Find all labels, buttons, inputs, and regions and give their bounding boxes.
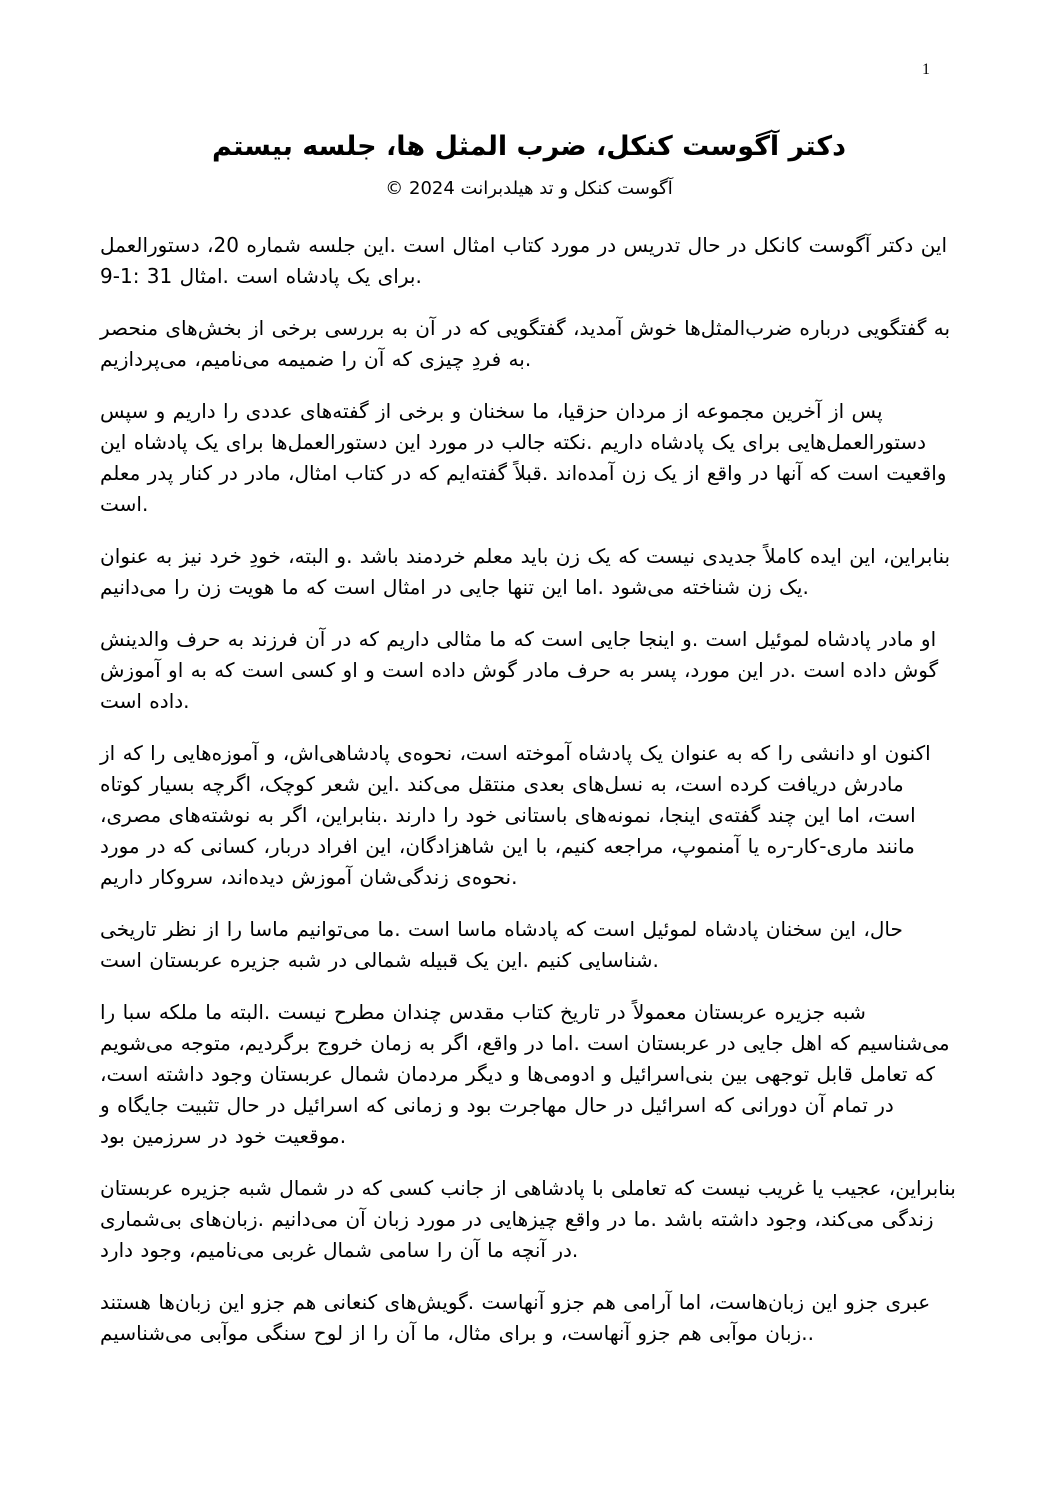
document-body	[100, 230, 958, 1349]
page-number: 1	[922, 61, 930, 78]
paragraph-egyptian-parallels: اکنون او دانشی را که به عنوان یک پادشاه آموخته است، نحوه‌ی پادشاهی‌اش، و آموزه‌هایی را که از مادرش دریافت کرده است، به نسل‌های بعدی منتقل می‌کند .این شعر کوچک، اگرچه بسیار کوتاه است، اما این چند گفته‌ی اینجا، نمونه‌های باستانی خود را دارند .بنابراین، اگر به نوشته‌های مصری، مانند ماری-کار-ره یا آمنموپ، مراجعه کنیم، با این شاهزادگان، این افراد دربار، کسانی که در مورد نحوه‌ی زندگی‌شان آموزش دیده‌اند، سروکار داریم.	[100, 741, 931, 889]
paragraph-lemuel-mother: او مادر پادشاه لموئیل است .و اینجا جایی است که ما مثالی داریم که در آن فرزند به حرف والدینش گوش داده است .در این مورد، پسر به حرف مادر گوش داده است و او کسی است که به او آموزش داده است.	[100, 627, 939, 713]
paragraph-intro-session: این دکتر آگوست کانکل در حال تدریس در مورد کتاب امثال است .این جلسه شماره 20، دستورالعمل برای یک پادشاه است .امثال 31 :1-9.	[100, 233, 948, 288]
paragraph-hezekiah-collection: پس از آخرین مجموعه از مردان حزقیا، ما سخنان و برخی از گفته‌های عددی را داریم و سپس دستورالعمل‌هایی برای یک پادشاه داریم .نکته جالب در مورد این دستورالعمل‌ها برای یک پادشاه این واقعیت است که آنها در واقع از یک زن آمده‌اند .قبلاً گفته‌ایم که در کتاب امثال، مادر در کنار پدر معلم است.	[100, 399, 947, 516]
document-title: دکتر آگوست کنکل، ضرب المثل ها، جلسه بیستم	[212, 131, 846, 162]
paragraph-king-massa: حال، این سخنان پادشاه لموئیل است که پادشاه ماسا است .ما می‌توانیم ماسا را از نظر تاریخی شناسایی کنیم .این یک قبیله شمالی در شبه جزیره عربستان است.	[100, 917, 903, 972]
paragraph-language-northwest-semitic: بنابراین، عجیب یا غریب نیست که تعاملی با پادشاهی از جانب کسی که در شمال شبه جزیره عربستان زندگی می‌کند، وجود داشته باشد .ما در واقع چیزهایی در مورد زبان آن می‌دانیم .زبان‌های بی‌شماری در آنچه ما آن را سامی شمال غربی می‌نامیم، وجود دارد.	[100, 1176, 956, 1262]
paragraph-welcome: به گفتگویی درباره ضرب‌المثل‌ها خوش آمدید، گفتگویی که در آن به بررسی برخی از بخش‌های منحصر به فردِ چیزی که آن را ضمیمه می‌نامیم، می‌پردازیم.	[100, 316, 951, 371]
paragraph-arabian-peninsula: شبه جزیره عربستان معمولاً در تاریخ کتاب مقدس چندان مطرح نیست .البته ما ملکه سبا را می‌شناسیم که اهل جایی در عربستان است .اما در واقع، اگر به زمان خروج برگردیم، متوجه می‌شویم که تعامل قابل توجهی بین بنی‌اسرائیل و ادومی‌ها و دیگر مردمان شمال عربستان وجود داشته است، در تمام آن دورانی که اسرائیل در حال مهاجرت بود و زمانی که اسرائیل در حال تثبیت جایگاه و موقعیت خود در سرزمین بود.	[100, 1000, 950, 1148]
copyright-line: آگوست کنکل و تد هیلدبرانت 2024 ©	[385, 178, 673, 199]
paragraph-woman-teacher: بنابراین، این ایده کاملاً جدیدی نیست که یک زن باید معلم خردمند باشد .و البته، خودِ خرد نیز به عنوان یک زن شناخته می‌شود .اما این تنها جایی در امثال است که ما هویت زن را می‌دانیم.	[100, 544, 951, 599]
paragraph-hebrew-aramaic-moabite: عبری جزو این زبان‌هاست، اما آرامی هم جزو آنهاست .گویش‌های کنعانی هم جزو این زبان‌ها هستند .زبان موآبی هم جزو آنهاست، و برای مثال، ما آن را از لوح سنگی موآبی می‌شناسیم.	[100, 1290, 931, 1345]
